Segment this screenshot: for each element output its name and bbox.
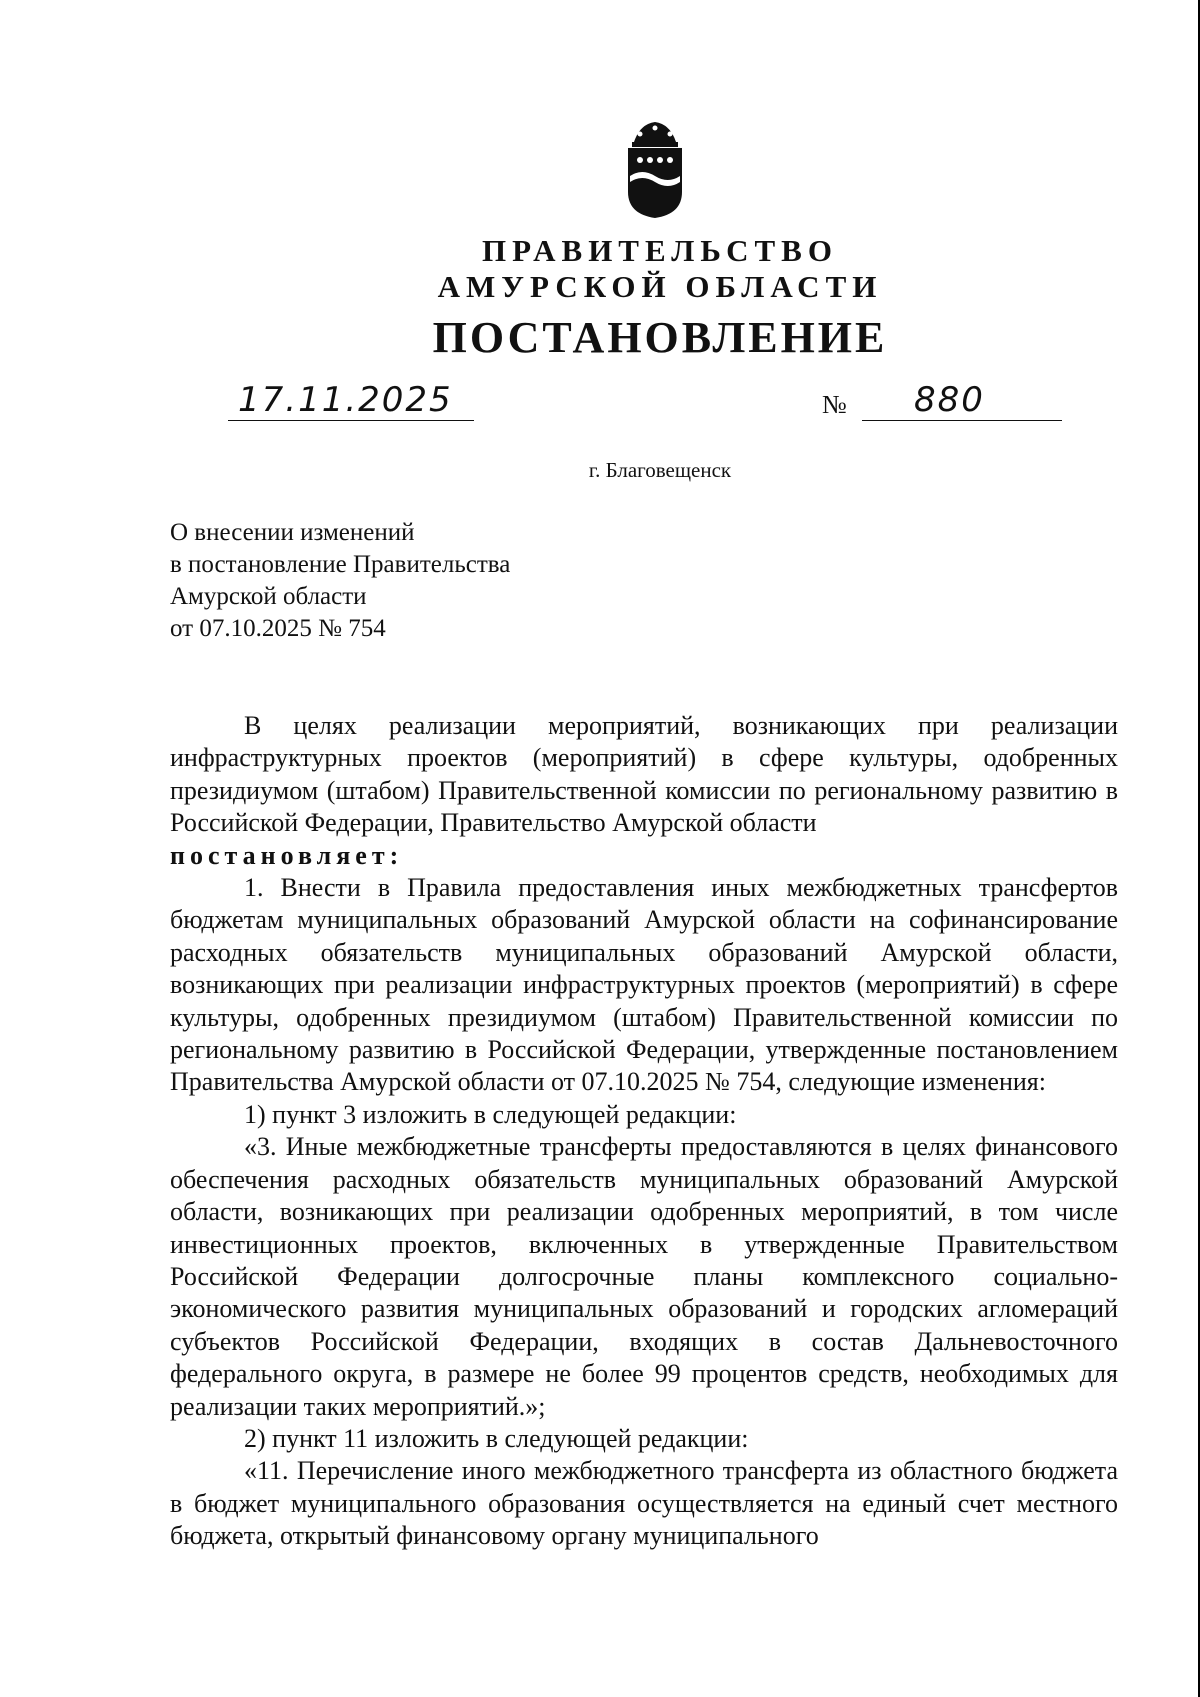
coat-of-arms-icon xyxy=(620,120,690,220)
city: г. Благовещенск xyxy=(588,458,732,482)
paragraph-1: 1. Внести в Правила предоставления иных межбюджетных трансфертов бюджетам муниципальных образований Амурской области на софинансирование расходных обязательств муниципальных образований Амурской области, возникающих при реализации инфраструктурных проектов (мероприятий) в сфере культуры, одобренных президиумом (штабом) Правительственной комиссии по региональному развитию в Российской Федерации, утвержденные постановлением Правительства Амурской области от 07.10.2025 № 754, следующие изменения: xyxy=(170,873,1118,1097)
org-name-line1: ПРАВИТЕЛЬСТВО xyxy=(482,233,838,268)
paragraph-4: 2) пункт 11 изложить в следующей редакции: xyxy=(244,1423,749,1453)
subject-line: от 07.10.2025 № 754 xyxy=(170,615,386,642)
document-body xyxy=(170,710,1118,1553)
handwritten-number: 880 xyxy=(914,380,985,420)
paragraph-5: «11. Перечисление иного межбюджетного трансферта из областного бюджета в бюджет муниципального образования осуществляется на единый счет местного бюджета, открытый финансовому органу муниципального xyxy=(170,1456,1118,1551)
subject-line: Амурской области xyxy=(170,583,367,610)
paragraph-2: 1) пункт 3 изложить в следующей редакции: xyxy=(244,1099,737,1129)
decree-word: постановляет: xyxy=(170,840,404,870)
paragraph-3: «3. Иные межбюджетные трансферты предоставляются в целях финансового обеспечения расходных обязательств муниципальных образований Амурской области, возникающих при реализации одобренных мероприятий, в том числе инвестиционных проектов, включенных в утвержденные Правительством Российской Федерации долгосрочные планы комплексного социально-экономического развития муниципальных образований и городских агломераций субъектов Российской Федерации, входящих в состав Дальневосточного федерального округа, в размере не более 99 процентов средств, необходимых для реализации таких мероприятий.»; xyxy=(170,1132,1118,1421)
number-sign: № xyxy=(822,390,847,419)
date-field xyxy=(228,380,474,421)
handwritten-date: 17.11.2025 xyxy=(238,380,453,420)
document-type: ПОСТАНОВЛЕНИЕ xyxy=(432,313,888,362)
subject-line: О внесении изменений xyxy=(170,519,415,546)
number-field xyxy=(862,380,1062,421)
org-name-line2: АМУРСКОЙ ОБЛАСТИ xyxy=(437,269,883,304)
preamble-paragraph: В целях реализации мероприятий, возникающих при реализации инфраструктурных проектов (мероприятий) в сфере культуры, одобренных президиумом (штабом) Правительственной комиссии по региональному развитию в Российской Федерации, Правительство Амурской области xyxy=(170,711,1118,838)
subject-block xyxy=(170,517,670,645)
subject-line: в постановление Правительства xyxy=(170,551,511,578)
